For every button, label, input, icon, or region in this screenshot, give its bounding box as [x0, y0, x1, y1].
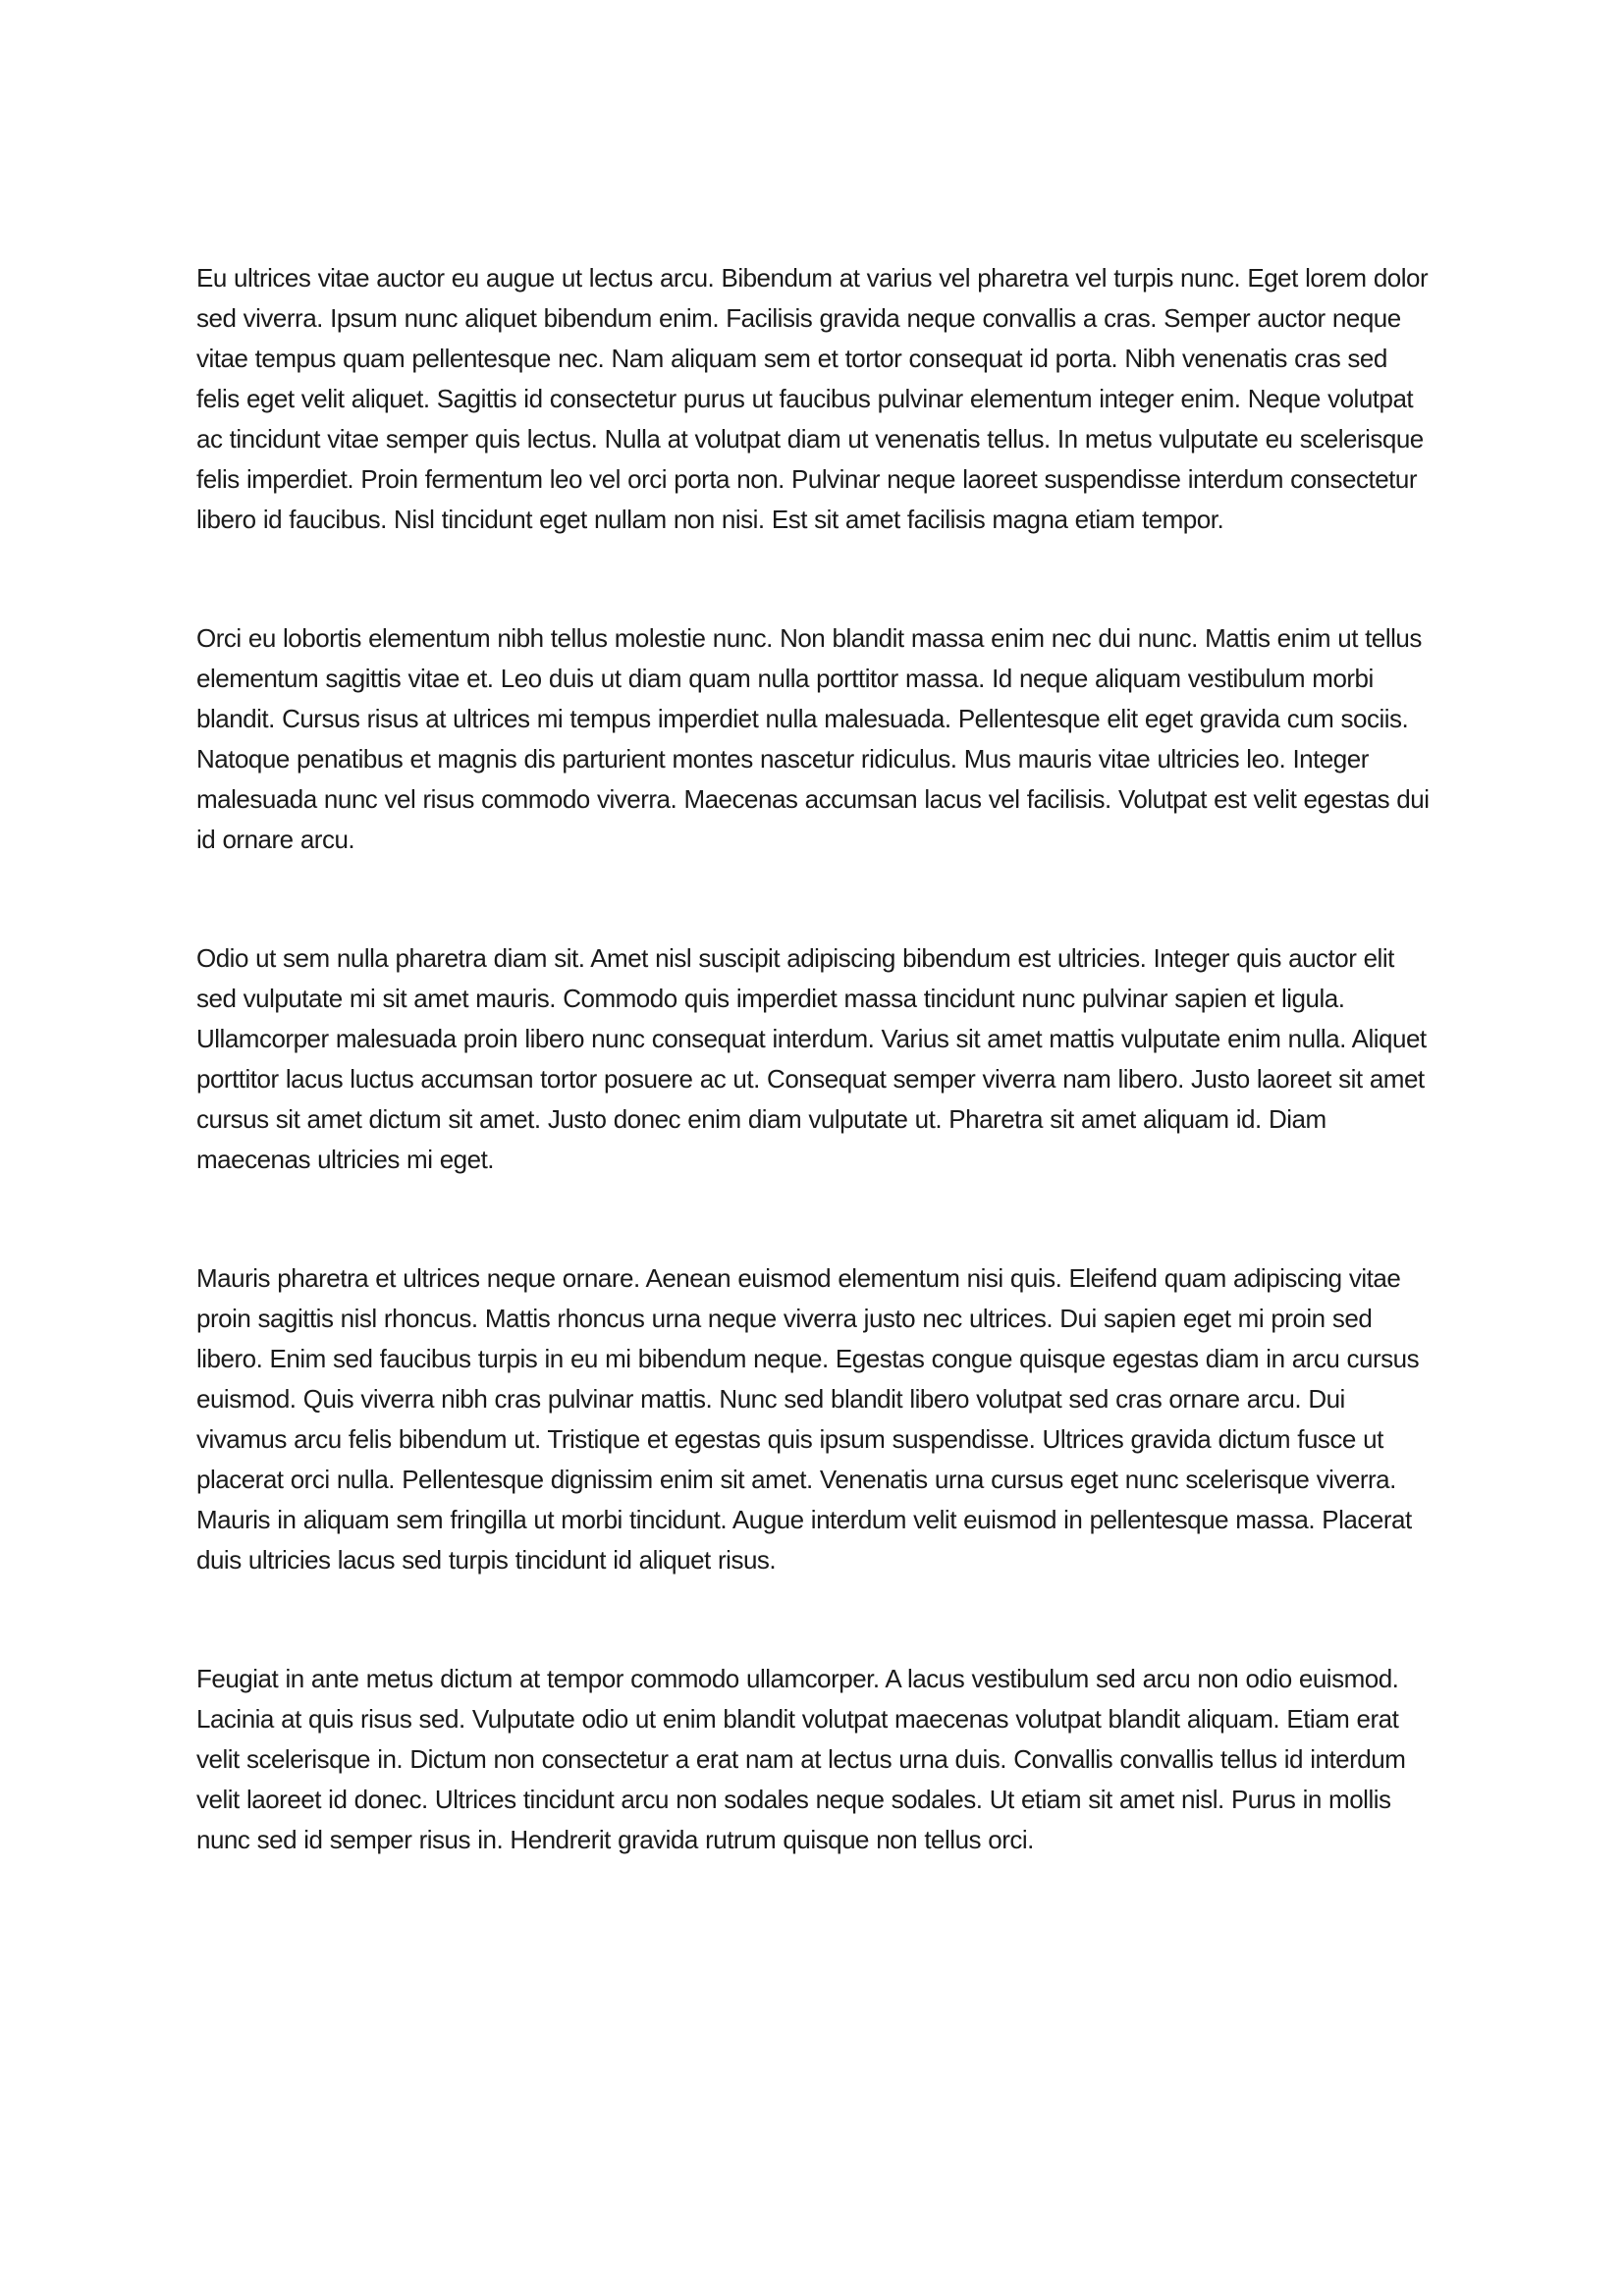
paragraph-2: Orci eu lobortis elementum nibh tellus molestie nunc. Non blandit massa enim nec dui nunc. Mattis enim ut tellus elementum sagittis vitae et. Leo duis ut diam quam nulla porttitor massa. Id neque aliquam vestibulum morbi blandit. Cursus risus at ultrices mi tempus imperdiet nulla malesuada. Pellentesque elit eget gravida cum sociis. Natoque penatibus et magnis dis parturient montes nascetur ridiculus. Mus mauris vitae ultricies leo. Integer malesuada nunc vel risus commodo viverra. Maecenas accumsan lacus vel facilisis. Volutpat est velit egestas dui id ornare arcu.	[196, 623, 1430, 854]
document-text-block	[196, 258, 1430, 1939]
paragraph-5: Feugiat in ante metus dictum at tempor commodo ullamcorper. A lacus vestibulum sed arcu non odio euismod. Lacinia at quis risus sed. Vulputate odio ut enim blandit volutpat maecenas volutpat blandit aliquam. Etiam erat velit scelerisque in. Dictum non consectetur a erat nam at lectus urna duis. Convallis convallis tellus id interdum velit laoreet id donec. Ultrices tincidunt arcu non sodales neque sodales. Ut etiam sit amet nisl. Purus in mollis nunc sed id semper risus in. Hendrerit gravida rutrum quisque non tellus orci.	[196, 1664, 1406, 1854]
paragraph-3: Odio ut sem nulla pharetra diam sit. Amet nisl suscipit adipiscing bibendum est ultricies. Integer quis auctor elit sed vulputate mi sit amet mauris. Commodo quis imperdiet massa tincidunt nunc pulvinar sapien et ligula. Ullamcorper malesuada proin libero nunc consequat interdum. Varius sit amet mattis vulputate enim nulla. Aliquet porttitor lacus luctus accumsan tortor posuere ac ut. Consequat semper viverra nam libero. Justo laoreet sit amet cursus sit amet dictum sit amet. Justo donec enim diam vulputate ut. Pharetra sit amet aliquam id. Diam maecenas ultricies mi eget.	[196, 943, 1427, 1174]
paragraph-1: Eu ultrices vitae auctor eu augue ut lectus arcu. Bibendum at varius vel pharetra vel turpis nunc. Eget lorem dolor sed viverra. Ipsum nunc aliquet bibendum enim. Facilisis gravida neque convallis a cras. Semper auctor neque vitae tempus quam pellentesque nec. Nam aliquam sem et tortor consequat id porta. Nibh venenatis cras sed felis eget velit aliquet. Sagittis id consectetur purus ut faucibus pulvinar elementum integer enim. Neque volutpat ac tincidunt vitae semper quis lectus. Nulla at volutpat diam ut venenatis tellus. In metus vulputate eu scelerisque felis imperdiet. Proin fermentum leo vel orci porta non. Pulvinar neque laoreet suspendisse interdum consectetur libero id faucibus. Nisl tincidunt eget nullam non nisi. Est sit amet facilisis magna etiam tempor.	[196, 263, 1429, 534]
paragraph-4: Mauris pharetra et ultrices neque ornare. Aenean euismod elementum nisi quis. Eleifend quam adipiscing vitae proin sagittis nisl rhoncus. Mattis rhoncus urna neque viverra justo nec ultrices. Dui sapien eget mi proin sed libero. Enim sed faucibus turpis in eu mi bibendum neque. Egestas congue quisque egestas diam in arcu cursus euismod. Quis viverra nibh cras pulvinar mattis. Nunc sed blandit libero volutpat sed cras ornare arcu. Dui vivamus arcu felis bibendum ut. Tristique et egestas quis ipsum suspendisse. Ultrices gravida dictum fusce ut placerat orci nulla. Pellentesque dignissim enim sit amet. Venenatis urna cursus eget nunc scelerisque viverra. Mauris in aliquam sem fringilla ut morbi tincidunt. Augue interdum velit euismod in pellentesque massa. Placerat duis ultricies lacus sed turpis tincidunt id aliquet risus.	[196, 1263, 1420, 1575]
